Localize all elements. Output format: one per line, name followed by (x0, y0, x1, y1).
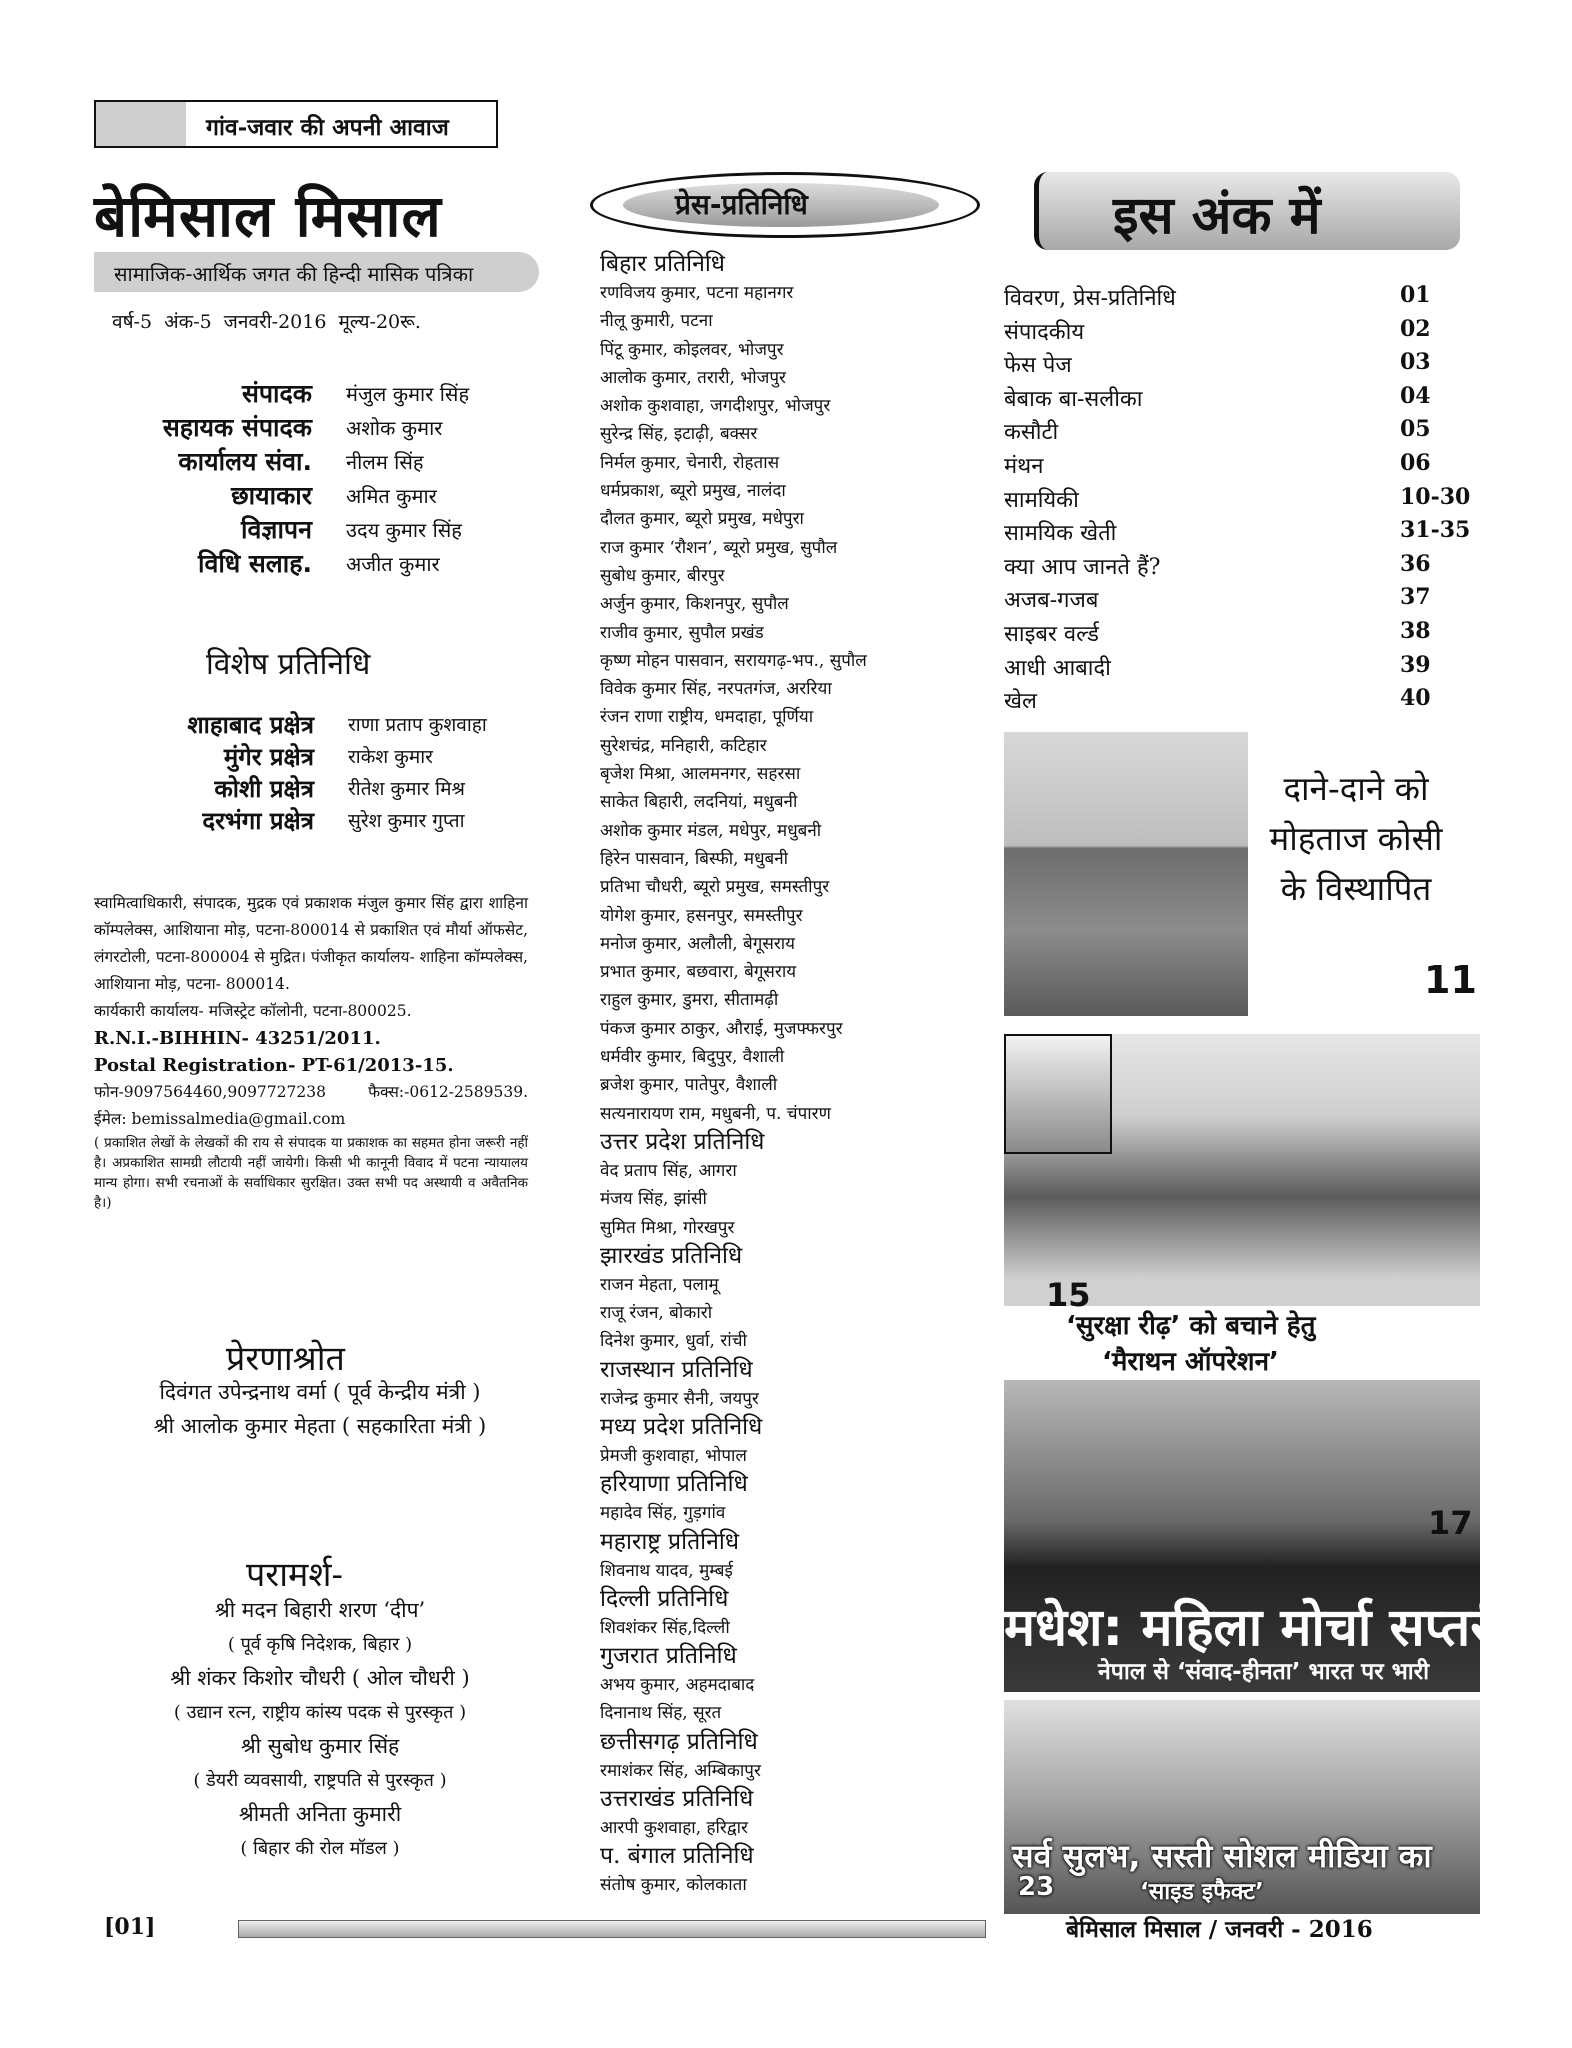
representative-item: आलोक कुमार, तरारी, भोजपुर (600, 367, 786, 388)
issue-line: वर्ष-5 अंक-5 जनवरी-2016 मूल्य-20रू. (112, 311, 421, 333)
representative-item: रमाशंकर सिंह, अम्बिकापुर (600, 1760, 761, 1781)
representative-item: दिनानाथ सिंह, सूरत (600, 1703, 722, 1724)
representative-item: हिरेन पासवान, बिस्फी, मधुबनी (600, 848, 789, 869)
representative-item: संतोष कुमार, कोलकाता (600, 1875, 747, 1896)
representative-item: ब्रजेश कुमार, पातेपुर, वैशाली (600, 1075, 778, 1096)
contents-heading: इस अंक में (1113, 186, 1321, 246)
toc-page: 37 (1400, 584, 1431, 611)
representative-item: बृजेश मिश्रा, आलमनगर, सहरसा (600, 764, 801, 785)
representative-item: धर्मप्रकाश, ब्यूरो प्रमुख, नालंदा (600, 481, 786, 502)
representatives-list (600, 250, 960, 1900)
staff-name: उदय कुमार सिंह (346, 518, 462, 542)
press-heading: प्रेस-प्रतिनिधि (675, 188, 808, 221)
representative-item: निर्मल कुमार, चेनारी, रोहतास (600, 452, 780, 473)
toc-row (1004, 618, 1474, 652)
staff-row (94, 512, 534, 542)
prerna-heading: प्रेरणाश्रोत (226, 1339, 345, 1379)
toc-title: विवरण, प्रेस-प्रतिनिधि (1004, 286, 1176, 311)
toc-row (1004, 584, 1474, 618)
staff-name: नीलम सिंह (346, 450, 424, 474)
representative-item: रणविजय कुमार, पटना महानगर (600, 283, 794, 303)
toc-title: संपादकीय (1004, 319, 1085, 345)
toc-page: 02 (1400, 315, 1431, 342)
staff-role: विज्ञापन (241, 515, 312, 544)
tagline-box (94, 100, 498, 148)
subtitle-band (94, 252, 539, 292)
staff-row (94, 444, 534, 474)
toc-row (1004, 282, 1474, 316)
representative-item: राजू रंजन, बोकारो (600, 1303, 713, 1324)
region-role: मुंगेर प्रक्षेत्र (223, 743, 314, 771)
contents-heading-box (1034, 172, 1460, 250)
toc-row (1004, 316, 1474, 350)
story-headline: दाने-दाने को मोहताज कोसी के विस्थापित (1269, 769, 1443, 908)
representative-item: सुरेन्द्र सिंह, इटाढ़ी, बक्सर (600, 424, 758, 445)
state-heading: हरियाणा प्रतिनिधि (600, 1471, 748, 1498)
region-role: दरभंगा प्रक्षेत्र (202, 807, 314, 835)
representative-item: दौलत कुमार, ब्यूरो प्रमुख, मधेपुरा (600, 509, 804, 530)
toc-row (1004, 416, 1474, 450)
toc-row (1004, 484, 1474, 518)
toc-title: क्या आप जानते हैं? (1004, 554, 1161, 580)
toc-page: 38 (1400, 617, 1431, 644)
story-headline: सर्व सुलभ, सस्ती सोशल मीडिया का (1012, 1837, 1432, 1875)
representative-item: प्रतिभा चौधरी, ब्यूरो प्रमुख, समस्तीपुर (600, 877, 830, 898)
prerna-line: श्री आलोक कुमार मेहता ( सहकारिता मंत्री ) (153, 1414, 487, 1438)
story-page-number: 23 (1018, 1872, 1055, 1902)
representative-item: पंकज कुमार ठाकुर, औराई, मुजफ्फरपुर (600, 1018, 843, 1039)
representative-item: धर्मवीर कुमार, बिदुपुर, वैशाली (600, 1047, 785, 1068)
representative-item: अशोक कुशवाहा, जगदीशपुर, भोजपुर (600, 396, 831, 417)
toc-row (1004, 652, 1474, 686)
story-headline: ‘सुरक्षा रीढ़’ को बचाने हेतु (1066, 1311, 1316, 1341)
advisor-note: ( पूर्व कृषि निदेशक, बिहार ) (227, 1634, 413, 1655)
representative-item: सुमित मिश्रा, गोरखपुर (600, 1217, 735, 1238)
staff-role: विधि सलाह. (197, 549, 312, 578)
representative-item: राजेन्द्र कुमार सैनी, जयपुर (600, 1388, 759, 1409)
representative-item: शिवशंकर सिंह,दिल्ली (600, 1617, 730, 1638)
region-row (94, 804, 564, 834)
toc-page: 06 (1400, 449, 1431, 476)
toc-row (1004, 551, 1474, 585)
toc-title: साइबर वर्ल्ड (1004, 621, 1099, 647)
advisor-note: ( डेयरी व्यवसायी, राष्ट्रपति से पुरस्कृत ) (193, 1770, 447, 1791)
paramarsh-heading: परामर्श- (246, 1555, 343, 1595)
imprint-text: स्वामित्वाधिकारी, संपादक, मुद्रक एवं प्रकाशक मंजुल कुमार सिंह द्वारा शाहिना कॉम्पलेक्स, आशियाना मोड़, पटना-800014 से प्रकाशित एवं मौर्या ऑफसेट, लंगरटोली, पटना-800004 से मुद्रित। पंजीकृत कार्यालय- शाहिना कॉम्पलेक्स, आशियाना मोड़, पटना- 800014. (94, 894, 528, 993)
toc-row (1004, 383, 1474, 417)
photo-kosi-displaced (1004, 732, 1248, 1016)
advisor-name: श्री सुबोध कुमार सिंह (240, 1734, 400, 1758)
representative-item: नीलू कुमारी, पटना (600, 311, 713, 332)
representative-item: शिवनाथ यादव, मुम्बई (600, 1560, 733, 1581)
toc-row (1004, 685, 1474, 719)
region-role: शाहाबाद प्रक्षेत्र (187, 711, 314, 739)
imprint-office: कार्यकारी कार्यालय- मजिस्ट्रेट कॉलोनी, पटना-800025. (94, 1002, 412, 1020)
representative-item: राजीव कुमार, सुपौल प्रखंड (600, 622, 764, 643)
toc-row (1004, 349, 1474, 383)
toc-title: आधी आबादी (1004, 655, 1111, 681)
staff-row (94, 478, 534, 508)
imprint-block (94, 890, 528, 1213)
region-row (94, 772, 564, 802)
rni-number: R.N.I.-BIHHIN- 43251/2011. (94, 1028, 381, 1049)
state-heading: झारखंड प्रतिनिधि (600, 1242, 743, 1269)
state-heading: उत्तराखंड प्रतिनिधि (600, 1786, 754, 1813)
state-heading: राजस्थान प्रतिनिधि (600, 1356, 753, 1383)
representative-item: मनोज कुमार, अलौली, बेगूसराय (600, 933, 796, 954)
toc-page: 04 (1400, 382, 1431, 409)
toc-page: 05 (1400, 416, 1431, 443)
representative-item: सुबोध कुमार, बीरपुर (600, 565, 725, 586)
region-name: सुरेश कुमार गुप्ता (348, 810, 465, 832)
staff-row (94, 376, 534, 406)
toc-title: मंथन (1004, 453, 1044, 479)
representative-item: प्रभात कुमार, बछवारा, बेगूसराय (600, 962, 797, 983)
story-page-number: 17 (1428, 1504, 1473, 1542)
representative-item: विवेक कुमार सिंह, नरपतगंज, अररिया (600, 679, 832, 700)
representative-item: अभय कुमार, अहमदाबाद (600, 1675, 755, 1696)
masthead: बेमिसाल मिसाल (94, 182, 442, 250)
state-heading: दिल्ली प्रतिनिधि (600, 1585, 729, 1612)
staff-name: अजीत कुमार (346, 552, 440, 576)
state-heading: उत्तर प्रदेश प्रतिनिधि (600, 1128, 765, 1155)
footer-bar (238, 1920, 986, 1938)
toc-title: फेस पेज (1004, 353, 1072, 379)
region-role: कोशी प्रक्षेत्र (214, 775, 314, 803)
advisor-note: ( बिहार की रोल मॉडल ) (240, 1838, 400, 1859)
representative-item: प्रेमजी कुशवाहा, भोपाल (600, 1445, 747, 1466)
contact-line: फोन-9097564460,9097727238 फैक्स:-0612-2589539. ईमेल: bemissalmedia@gmail.com (94, 1083, 528, 1128)
staff-name: मंजुल कुमार सिंह (346, 382, 470, 406)
footer-text: बेमिसाल मिसाल / जनवरी - 2016 (1066, 1916, 1373, 1943)
toc-title: बेबाक बा-सलीका (1004, 386, 1143, 412)
story-headline: ‘मैराथन ऑपरेशन’ (1102, 1347, 1279, 1377)
advisor-name: श्री शंकर किशोर चौधरी ( ओल चौधरी ) (170, 1666, 470, 1690)
representative-item: साकेत बिहारी, लदनियां, मधुबनी (600, 792, 798, 813)
toc-page: 31-35 (1400, 517, 1471, 544)
staff-row (94, 546, 534, 576)
representative-item: आरपी कुशवाहा, हरिद्वार (600, 1818, 749, 1839)
protest-banner-text: मधेश: महिला मोर्चा सप्तरी (1004, 1598, 1506, 1658)
staff-role: कार्यालय संवा. (178, 447, 312, 476)
advisor-name: श्री मदन बिहारी शरण ‘दीप’ (214, 1598, 426, 1622)
postal-registration: Postal Registration- PT-61/2013-15. (94, 1055, 454, 1076)
staff-name: अशोक कुमार (346, 416, 443, 440)
special-heading: विशेष प्रतिनिधि (206, 647, 371, 682)
staff-role: छायाकार (231, 481, 312, 510)
representative-item: योगेश कुमार, हसनपुर, समस्तीपुर (600, 905, 803, 926)
state-heading: छत्तीसगढ़ प्रतिनिधि (600, 1728, 758, 1755)
representative-item: पिंटू कुमार, कोइलवर, भोजपुर (600, 339, 784, 360)
staff-row (94, 410, 534, 440)
page-number: [01] (104, 1914, 156, 1940)
region-name: रीतेश कुमार मिश्र (348, 778, 465, 800)
story-headline: नेपाल से ‘संवाद-हीनता’ भारत पर भारी (1098, 1659, 1430, 1685)
representative-item: अशोक कुमार मंडल, मधेपुर, मधुबनी (600, 820, 822, 841)
representative-item: मंजय सिंह, झांसी (600, 1189, 707, 1210)
tagline: गांव-जवार की अपनी आवाज (206, 114, 449, 141)
representative-item: सत्यनारायण राम, मधुबनी, प. चंपारण (600, 1103, 831, 1124)
staff-role: संपादक (241, 379, 312, 408)
state-heading: महाराष्ट्र प्रतिनिधि (600, 1528, 740, 1555)
toc-page: 10-30 (1400, 483, 1471, 510)
toc-page: 36 (1400, 550, 1431, 577)
state-heading: बिहार प्रतिनिधि (600, 251, 725, 277)
representative-item: दिनेश कुमार, धुर्वा, रांची (600, 1331, 747, 1352)
toc-row (1004, 450, 1474, 484)
toc-page: 40 (1400, 685, 1431, 712)
representative-item: अर्जुन कुमार, किशनपुर, सुपौल (600, 594, 789, 615)
table-of-contents (1004, 282, 1474, 719)
toc-page: 01 (1400, 282, 1431, 308)
story-headline: ‘साइड इफैक्ट’ (1140, 1879, 1264, 1905)
photo-officer-inset (1004, 1034, 1112, 1154)
representative-item: रंजन राणा राष्ट्रीय, धमदाहा, पूर्णिया (600, 707, 814, 728)
staff-role: सहायक संपादक (162, 413, 312, 442)
toc-title: सामयिक खेती (1004, 521, 1117, 547)
toc-title: कसौटी (1004, 420, 1059, 446)
region-row (94, 708, 564, 738)
toc-page: 03 (1400, 349, 1431, 376)
toc-page: 39 (1400, 651, 1431, 678)
representative-item: महादेव सिंह, गुड़गांव (600, 1503, 726, 1524)
prerna-line: दिवंगत उपेन्द्रनाथ वर्मा ( पूर्व केन्द्रीय मंत्री ) (159, 1380, 481, 1404)
subtitle: सामाजिक-आर्थिक जगत की हिन्दी मासिक पत्रिका (114, 262, 474, 286)
region-row (94, 740, 564, 770)
story-page-number: 15 (1046, 1276, 1091, 1314)
representative-item: राहुल कुमार, डुमरा, सीतामढ़ी (600, 990, 779, 1011)
story-page-number: 11 (1424, 958, 1477, 1002)
advisor-note: ( उद्यान रत्न, राष्ट्रीय कांस्य पदक से पुरस्कृत ) (173, 1702, 467, 1723)
advisor-name: श्रीमती अनिता कुमारी (238, 1802, 402, 1826)
representative-item: सुरेशचंद्र, मनिहारी, कटिहार (600, 735, 767, 756)
toc-row (1004, 517, 1474, 551)
region-name: राकेश कुमार (348, 746, 433, 768)
region-name: राणा प्रताप कुशवाहा (348, 714, 487, 736)
representative-item: राज कुमार ‘रौशन’, ब्यूरो प्रमुख, सुपौल (600, 537, 838, 558)
toc-title: अजब-गजब (1004, 588, 1099, 614)
state-heading: प. बंगाल प्रतिनिधि (600, 1843, 754, 1870)
staff-name: अमित कुमार (346, 484, 437, 508)
representative-item: राजन मेहता, पलामू (600, 1274, 719, 1295)
toc-title: खेल (1004, 689, 1037, 715)
state-heading: मध्य प्रदेश प्रतिनिधि (600, 1413, 763, 1440)
disclaimer: ( प्रकाशित लेखों के लेखकों की राय से संपादक या प्रकाशक का सहमत होना जरूरी नहीं है। अप्रकाशित सामग्री लौटायी नहीं जायेगी। किसी भी कानूनी विवाद में पटना न्यायालय मान्य होगा। सभी रचनाओं के सर्वाधिकार सुरक्षित। उक्त सभी पद अस्थायी व अवैतनिक है।) (94, 1135, 528, 1211)
press-heading-oval (590, 172, 980, 238)
state-heading: गुजरात प्रतिनिधि (600, 1643, 737, 1670)
representative-item: कृष्ण मोहन पासवान, सरायगढ़-भप., सुपौल (600, 650, 867, 671)
representative-item: वेद प्रताप सिंह, आगरा (600, 1160, 737, 1181)
toc-title: सामयिकी (1004, 487, 1079, 513)
